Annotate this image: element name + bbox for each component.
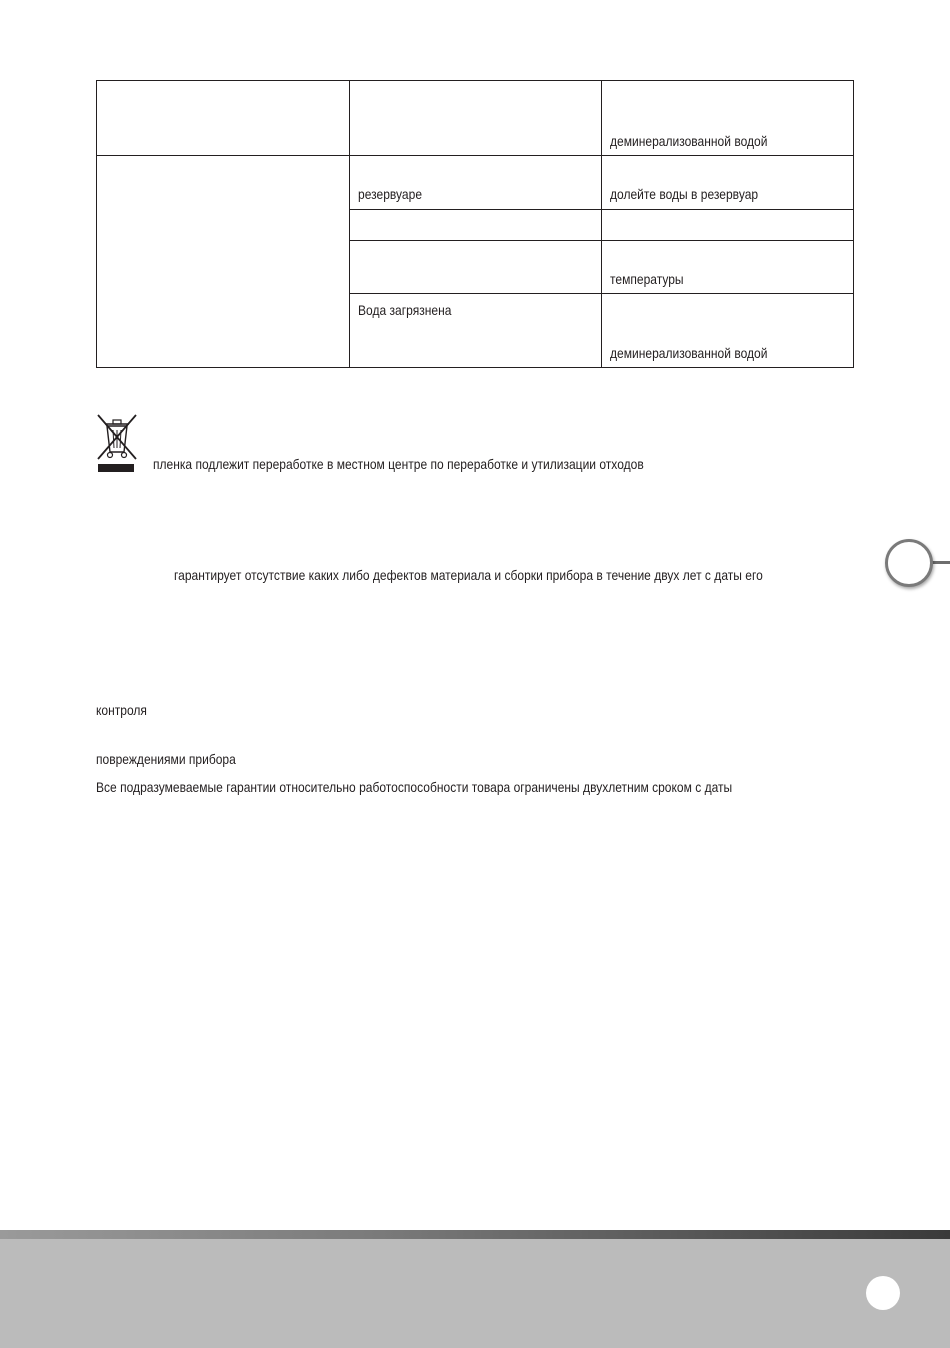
- footer-gradient-bar: [0, 1230, 950, 1239]
- page-number-badge: [866, 1276, 900, 1310]
- warranty-line-3: повреждениями прибора: [96, 751, 236, 767]
- table-row-divider: [349, 209, 853, 210]
- footer: [0, 1239, 950, 1348]
- table-column-divider: [601, 81, 602, 367]
- disposal-text: пленка подлежит переработке в местном центре по переработке и утилизации отходов: [153, 456, 644, 472]
- table-cell-row2-solution: долейте воды в резервуар: [610, 186, 759, 202]
- table-cell-row5-solution: деминерализованной водой: [610, 345, 768, 361]
- warranty-line-1: гарантирует отсутствие каких либо дефектов материала и сборки прибора в течение двух лет с даты его: [174, 567, 763, 583]
- warranty-line-2: контроля: [96, 702, 147, 718]
- table-cell-row5-cause: Вода загрязнена: [358, 302, 452, 318]
- table-cell-row4-solution: температуры: [610, 271, 684, 287]
- warranty-line-4: Все подразумеваемые гарантии относительно работоспособности товара ограничены двухлетним сроком с даты: [96, 779, 733, 795]
- table-row-divider: [97, 155, 853, 156]
- crossed-out-wheelie-bin-icon: [96, 412, 138, 474]
- troubleshooting-table: [96, 80, 854, 368]
- table-row-divider: [349, 293, 853, 294]
- table-column-divider: [349, 81, 350, 367]
- side-language-tab[interactable]: [885, 539, 933, 587]
- table-cell-row2-cause: резервуаре: [358, 186, 423, 202]
- table-cell-row1-solution: деминерализованной водой: [610, 133, 768, 149]
- side-tab-connector: [930, 561, 950, 564]
- table-row-divider: [349, 240, 853, 241]
